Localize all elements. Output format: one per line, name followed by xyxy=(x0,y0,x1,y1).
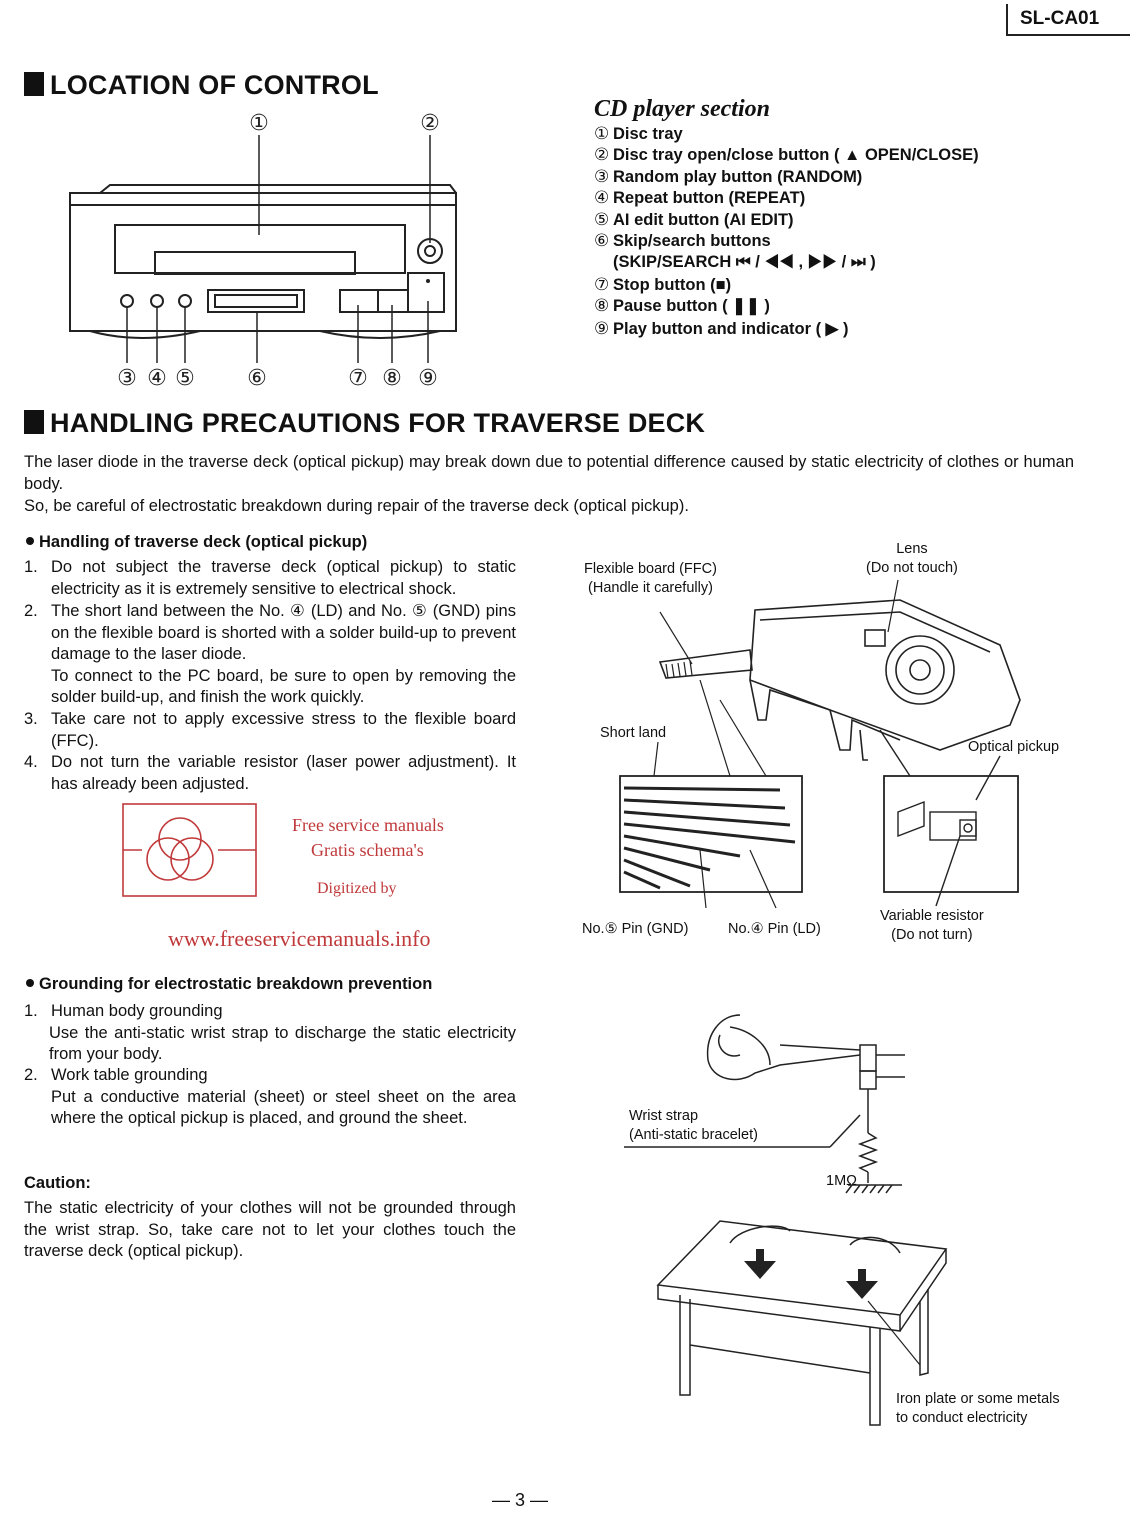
iron-plate-label xyxy=(896,1390,1060,1428)
list-text: Put a conductive material (sheet) or steel sheet on the area where the optical pickup is placed, and ground the sheet. xyxy=(51,1087,516,1127)
callout-1: ① xyxy=(249,111,269,136)
location-heading xyxy=(24,70,379,101)
vr-label-line1: Variable resistor xyxy=(880,908,984,924)
list-number: 4. xyxy=(24,753,38,771)
ffc-label xyxy=(584,560,717,598)
control-label: Skip/search buttons xyxy=(613,232,771,250)
control-item xyxy=(594,253,876,272)
list-text: The short land between the No. ④ (LD) and No. ⑤ (GND) pins on the flexible board is shorted with a solder build-up to prevent damage to the laser diode. xyxy=(51,602,516,663)
list-number: 1. xyxy=(24,558,38,576)
callout-4: ④ xyxy=(147,366,167,391)
ffc-label-line1: Flexible board (FFC) xyxy=(584,561,717,577)
list-item xyxy=(24,557,516,600)
vr-label-line2: (Do not turn) xyxy=(891,927,973,943)
pin4-label: No.④ Pin (LD) xyxy=(728,921,821,937)
caution-text: The static electricity of your clothes will not be grounded through the wrist strap. So, take care not to let your clothes touch the traverse deck (optical pickup). xyxy=(24,1199,516,1260)
control-number: ① xyxy=(594,124,610,143)
control-number: ⑨ xyxy=(594,319,610,338)
control-item xyxy=(594,145,979,165)
control-label: Play button and indicator ( ▶ ) xyxy=(613,320,849,338)
control-label: AI edit button (AI EDIT) xyxy=(613,211,794,229)
list-text: Do not turn the variable resistor (laser power adjustment). It has already been adjusted. xyxy=(51,753,516,793)
watermark-line-1: Free service manuals xyxy=(292,815,444,835)
handling-subheading: Handling of traverse deck (optical pickup) xyxy=(26,533,367,552)
control-number: ⑧ xyxy=(594,296,610,315)
wrist-label-line1: Wrist strap xyxy=(629,1108,699,1124)
handling-heading xyxy=(24,408,705,439)
variable-resistor-label xyxy=(880,907,984,945)
list-text-continued: To connect to the PC board, be sure to open by removing the solder build-up, and finish the work quickly. xyxy=(51,666,516,706)
callout-6: ⑥ xyxy=(247,366,267,391)
watermark-line-2: Gratis schema's xyxy=(311,840,424,860)
list-number: 1. xyxy=(24,1002,38,1020)
callout-9: ⑨ xyxy=(418,366,438,391)
callout-5: ⑤ xyxy=(175,366,195,391)
lens-label xyxy=(866,540,958,578)
pin5-label: No.⑤ Pin (GND) xyxy=(582,921,689,937)
watermark-url[interactable]: www.freeservicemanuals.info xyxy=(168,926,431,951)
cd-section-title: CD player section xyxy=(594,96,770,122)
control-label: (SKIP/SEARCH ⏮ / ◀◀ , ▶▶ / ⏭ ) xyxy=(613,253,876,271)
control-number: ③ xyxy=(594,167,610,186)
page-number: — 3 — xyxy=(492,1490,549,1510)
list-item xyxy=(24,1065,516,1130)
iron-label-line1: Iron plate or some metals xyxy=(896,1391,1060,1407)
list-item xyxy=(24,752,516,795)
intro-paragraph-1: The laser diode in the traverse deck (optical pickup) may break down due to potential difference caused by static electricity of clothes or human body. xyxy=(24,453,1074,493)
intro-paragraph-2: So, be careful of electrostatic breakdown during repair of the traverse deck (optical pickup). xyxy=(24,497,689,515)
heading-marker xyxy=(24,72,44,96)
list-title: Work table grounding xyxy=(51,1066,208,1084)
short-land-label: Short land xyxy=(600,725,667,741)
model-number: SL-CA01 xyxy=(1006,4,1130,36)
control-number: ⑥ xyxy=(594,231,610,250)
lens-label-line2: (Do not touch) xyxy=(866,560,958,576)
cd-player-front-diagram xyxy=(60,105,460,395)
watermark-line-3: Digitized by xyxy=(317,880,397,897)
list-number: 2. xyxy=(24,1066,38,1084)
callout-3: ③ xyxy=(117,366,137,391)
wrist-strap-label xyxy=(629,1107,758,1145)
list-text: Take care not to apply excessive stress to the flexible board (FFC). xyxy=(51,710,516,750)
resistor-label: 1MΩ xyxy=(826,1173,857,1189)
control-item xyxy=(594,124,683,144)
list-number: 2. xyxy=(24,602,38,620)
control-item xyxy=(594,296,770,316)
caution-title: Caution: xyxy=(24,1174,91,1192)
location-heading-text: LOCATION OF CONTROL xyxy=(50,70,379,100)
list-title: Human body grounding xyxy=(51,1002,223,1020)
control-label: Disc tray xyxy=(613,125,683,143)
control-number: ② xyxy=(594,145,610,164)
handling-heading-text: HANDLING PRECAUTIONS FOR TRAVERSE DECK xyxy=(50,408,706,438)
control-item xyxy=(594,231,771,251)
control-label: Pause button ( ❚❚ ) xyxy=(613,297,770,315)
control-label: Repeat button (REPEAT) xyxy=(613,189,806,207)
control-item xyxy=(594,210,794,230)
watermark-logo xyxy=(122,803,258,899)
control-item xyxy=(594,188,805,208)
list-item xyxy=(24,601,516,709)
lens-label-line1: Lens xyxy=(896,541,928,557)
list-text: Do not subject the traverse deck (optical pickup) to static electricity as it is extremely sensitive to electrical shock. xyxy=(51,558,516,598)
wrist-label-line2: (Anti-static bracelet) xyxy=(629,1127,758,1143)
ffc-label-line2: (Handle it carefully) xyxy=(588,580,713,596)
control-number: ④ xyxy=(594,188,610,207)
control-label: Disc tray open/close button ( ▲ OPEN/CLOSE) xyxy=(613,146,979,164)
callout-2: ② xyxy=(420,111,440,136)
grounding-subheading: Grounding for electrostatic breakdown prevention xyxy=(26,975,432,994)
list-item xyxy=(24,709,516,752)
control-item xyxy=(594,167,862,187)
grounding-diagram xyxy=(620,1005,960,1435)
iron-label-line2: to conduct electricity xyxy=(896,1410,1028,1426)
control-number: ⑦ xyxy=(594,275,610,294)
list-item xyxy=(24,1001,516,1066)
list-text: Use the anti-static wrist strap to discharge the static electricity from your body. xyxy=(49,1023,516,1063)
control-number: ⑤ xyxy=(594,210,610,229)
heading-marker xyxy=(24,410,44,434)
control-label: Random play button (RANDOM) xyxy=(613,168,863,186)
callout-7: ⑦ xyxy=(348,366,368,391)
control-label: Stop button (■) xyxy=(613,276,732,294)
control-item xyxy=(594,275,731,295)
callout-8: ⑧ xyxy=(382,366,402,391)
list-number: 3. xyxy=(24,710,38,728)
control-item xyxy=(594,319,848,339)
optical-pickup-label: Optical pickup xyxy=(968,739,1060,755)
